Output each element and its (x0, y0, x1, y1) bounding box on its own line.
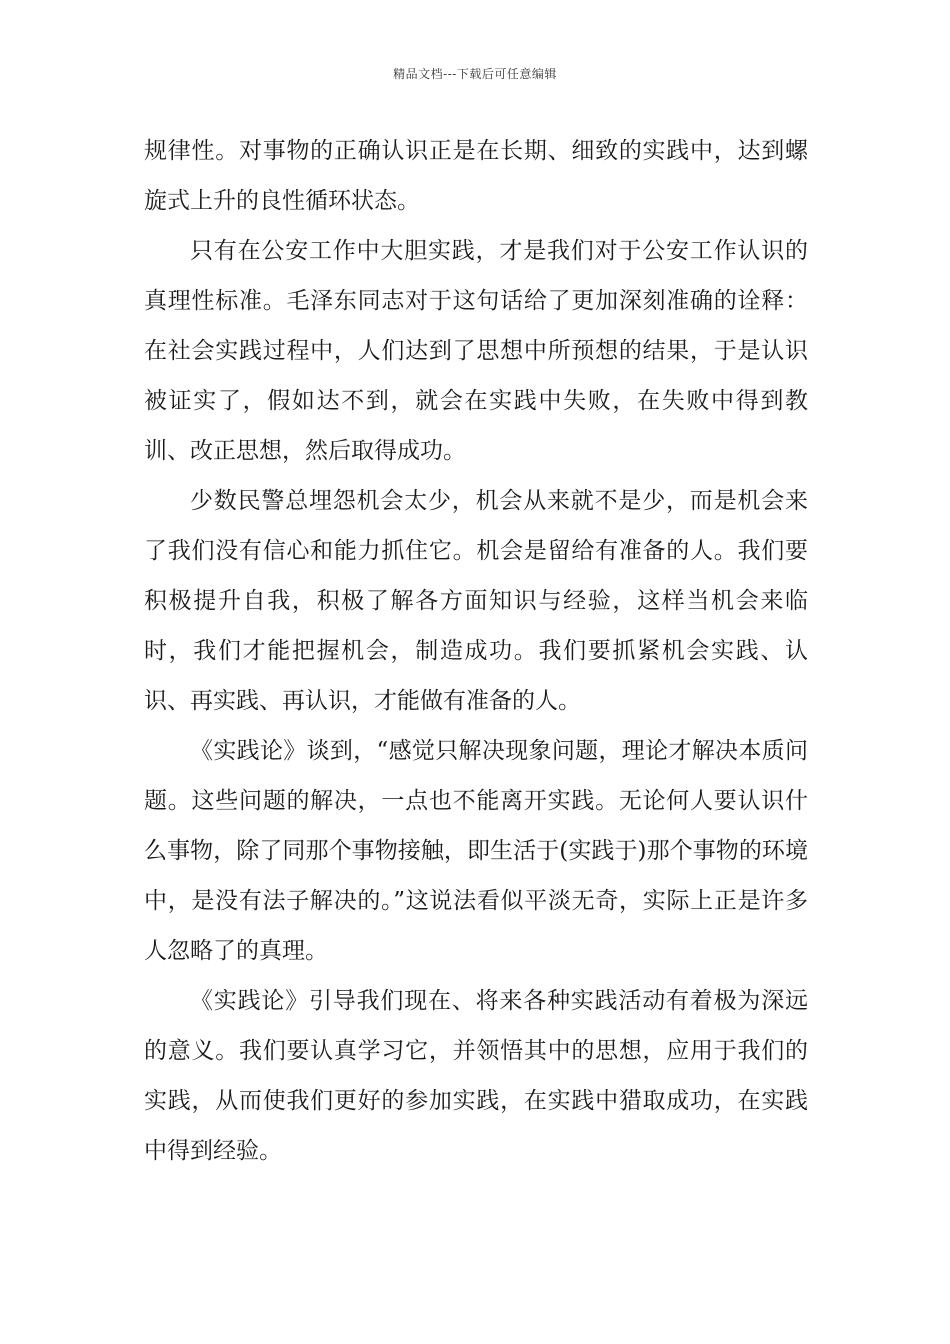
paragraph-continuation: 规律性。对事物的正确认识正是在长期、细致的实践中，达到螺旋式上升的良性循环状态。 (144, 138, 808, 214)
document-body (144, 126, 808, 1176)
paragraph-opportunity: 少数民警总埋怨机会太少，机会从来就不是少，而是机会来了我们没有信心和能力抓住它。机会是留给有准备的人。我们要积极提升自我，积极了解各方面知识与经验，这样当机会来临时，我们才能把握机会，制造成功。我们要抓紧机会实践、认识、再实践、再认识，才能做有准备的人。 (144, 488, 808, 714)
paragraph-conclusion: 《实践论》引导我们现在、将来各种实践活动有着极为深远的意义。我们要认真学习它，并领悟其中的思想，应用于我们的实践，从而使我们更好的参加实践，在实践中猎取成功，在实践中得到经验。 (144, 988, 808, 1164)
page-header: 精品文档---下载后可任意编辑 (393, 67, 557, 81)
paragraph-quote: 《实践论》谈到，“感觉只解决现象问题，理论才解决本质问题。这些问题的解决，一点也不能离开实践。无论何人要认识什么事物，除了同那个事物接触，即生活于(实践于)那个事物的环境中，是没有法子解决的。”这说法看似平淡无奇，实际上正是许多人忽略了的真理。 (144, 738, 808, 964)
paragraph-practice-standard: 只有在公安工作中大胆实践，才是我们对于公安工作认识的真理性标准。毛泽东同志对于这句话给了更加深刻准确的诠释：在社会实践过程中，人们达到了思想中所预想的结果，于是认识被证实了，假如达不到，就会在实践中失败，在失败中得到教训、改正思想，然后取得成功。 (144, 238, 808, 464)
